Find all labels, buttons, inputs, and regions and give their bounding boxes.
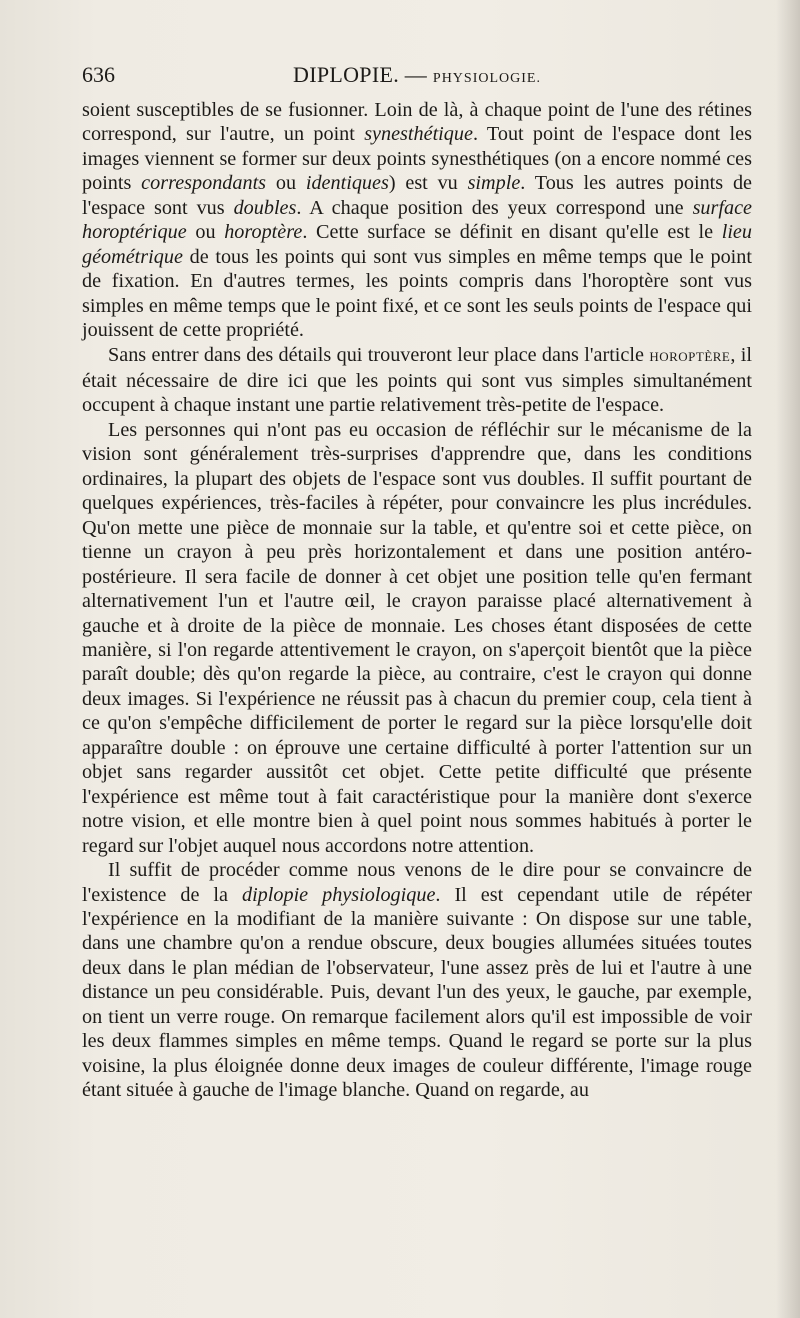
paragraph — [82, 418, 752, 858]
text-run: Les personnes qui n'ont pas eu occasion de réfléchir sur le mécanisme de la vision sont généralement très-surprises d'apprendre que, dans les conditions ordinaires, la plupart des objets de l'espace sont vus doubles. Il suffit pourtant de quelques expériences, très-faciles à répéter, pour convaincre les plus incrédules. Qu'on mette une pièce de monnaie sur la table, et qu'entre soi et cette pièce, on tienne un crayon à peu près horizontalement et dans une position antéro-postérieure. Il sera facile de donner à cet objet une position telle qu'en fermant alternativement l'un et l'autre œil, le crayon paraisse placé alternativement à gauche et à droite de la pièce de monnaie. Les choses étant disposées de cette manière, si l'on regarde attentivement le crayon, on s'aperçoit bientôt que la pièce paraît double; dès qu'on regarde la pièce, au contraire, c'est le crayon qui donne deux images. Si l'expérience ne réussit pas à chacun du premier coup, cela tient à ce qu'on s'empêche difficilement de porter le regard sur la pièce lorsqu'elle doit apparaître double : on éprouve une certaine difficulté à porter l'attention sur un objet sans regarder aussitôt cet objet. Cette petite difficulté que présente l'expérience est même tout à fait caractéristique pour la manière dont s'exerce notre vision, et elle montre bien à quel point nous sommes habitués à porter le regard sur l'objet auquel nous accordons notre attention. — [82, 418, 752, 857]
text-run: Sans entrer dans des détails qui trouveront leur place dans l'article — [108, 343, 650, 366]
text-run: de tous les points qui sont vus simples en même temps que le point de fixation. En d'autres termes, les points compris dans l'horoptère sont vus simples en même temps que le point fixé, et ce sont les seuls points de l'espace qui jouissent de cette propriété. — [82, 245, 752, 342]
italic-term: correspondants — [141, 172, 267, 195]
text-run: . Il est cependant utile de répéter l'expérience en la modifiant de la manière suivante : On dispose sur une table, dans une chambre qu'on a rendue obscure, deux bougies allumées situées toutes deux dans le plan médian de l'observateur, l'une assez près de lui et l'autre à une distance un peu considérable. Puis, devant l'un des yeux, le gauche, par exemple, on tient un verre rouge. On remarque facilement alors qu'il est impossible de voir les deux flammes simples en même temps. Quand le regard se porte sur la plus voisine, la plus éloignée donne deux images de couleur différente, l'image rouge étant située à gauche de l'image blanche. Quand on regarde, au — [82, 883, 752, 1102]
running-title-sub: PHYSIOLOGIE. — [432, 71, 541, 86]
running-title — [82, 62, 752, 88]
italic-term: horoptère — [224, 221, 303, 244]
text-run: . Tout point de l'espace dont les images viennent se former sur deux points synesthétiques (on a encore nommé ces points — [82, 123, 752, 195]
italic-term: simple — [467, 172, 521, 195]
page-number: 636 — [82, 62, 115, 87]
text-run: . Cette surface se définit en disant qu'elle est le — [302, 221, 722, 244]
running-title-main: DIPLOPIE. — — [293, 62, 433, 87]
paragraph — [82, 343, 752, 418]
paragraph — [82, 98, 752, 343]
text-run: ou — [186, 221, 225, 244]
italic-term: diplopie physiologique — [241, 883, 436, 906]
cross-reference: HOROPTÈRE — [649, 348, 731, 364]
body-text — [82, 98, 752, 1103]
text-run: Il suffit de procéder comme nous venons de le dire pour se convaincre de l'existence de la — [82, 859, 752, 906]
page-edge-shadow — [776, 0, 800, 1318]
running-header — [82, 62, 752, 94]
italic-term: doubles — [233, 196, 297, 219]
paragraph — [82, 858, 752, 1103]
text-run: . Tous les autres points de l'espace sont vus — [82, 172, 752, 219]
text-run: . A chaque position des yeux correspond une — [296, 196, 693, 219]
italic-term: surface horoptérique — [82, 196, 753, 244]
italic-term: lieu géométrique — [82, 221, 752, 268]
text-run: ou — [266, 172, 306, 195]
text-run: , il était nécessaire de dire ici que les points qui sont vus simples simultanément occupent à chaque instant une partie relativement très-petite de l'espace. — [82, 343, 752, 417]
text-run: ) est vu — [388, 172, 468, 195]
italic-term: identiques — [305, 172, 389, 195]
italic-term: synesthétique — [364, 123, 473, 146]
text-run: soient susceptibles de se fusionner. Loin de là, à chaque point de l'une des rétines correspond, sur l'autre, un point — [82, 99, 752, 146]
